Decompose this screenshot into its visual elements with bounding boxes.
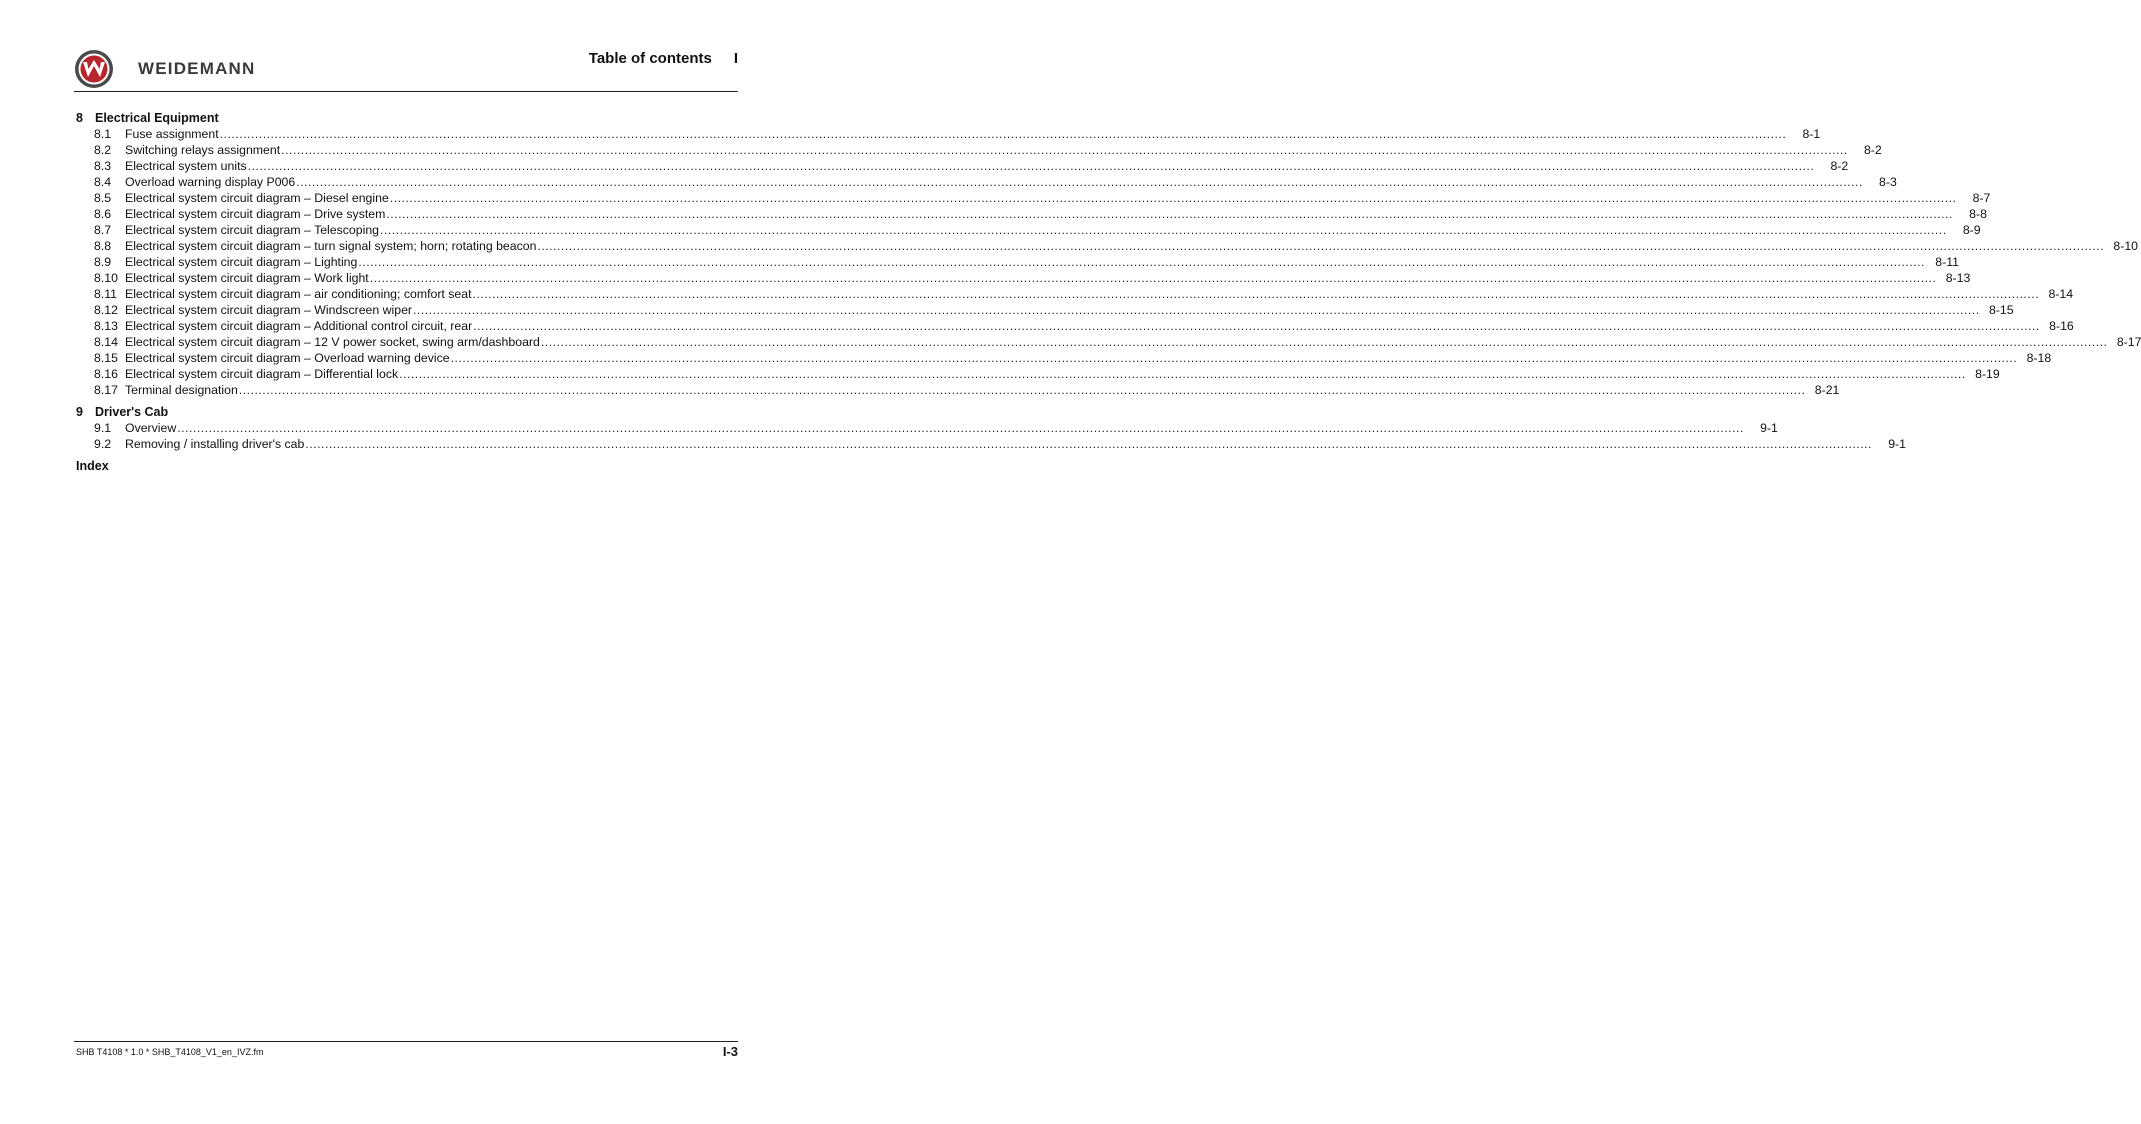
- dot-leader: ................................................................................................................................................................................................................................................................................................................................................................................................................: [247, 159, 1815, 173]
- toc-entry[interactable]: [76, 190, 1991, 206]
- footer-page-number: I-3: [722, 1044, 738, 1059]
- toc-entry[interactable]: [76, 126, 1821, 142]
- toc-entry[interactable]: [76, 142, 1882, 158]
- toc-entry-page: 8-21: [1814, 383, 1840, 397]
- toc-entry-page: 8-19: [1975, 367, 2000, 381]
- toc-entry[interactable]: [76, 350, 2052, 366]
- toc-entry-number: 8.11: [94, 287, 118, 301]
- footer-document-reference: SHB T4108 * 1.0 * SHB_T4108_V1_en_IVZ.fm: [76, 1047, 264, 1057]
- toc-entry[interactable]: [76, 286, 2074, 302]
- dot-leader: ................................................................................................................................................................................................................................................................................................................................................................................................................: [305, 437, 1872, 451]
- toc-entry-page: 8-2: [1830, 159, 1849, 173]
- toc-entry-number: 8.5: [94, 191, 112, 205]
- toc-entry[interactable]: [76, 334, 2141, 350]
- dot-leader: ................................................................................................................................................................................................................................................................................................................................................................................................................: [472, 287, 2040, 301]
- dot-leader: ................................................................................................................................................................................................................................................................................................................................................................................................................: [296, 175, 1863, 189]
- toc-entry-page: 8-17: [2116, 335, 2141, 349]
- chapter-title: Electrical Equipment: [95, 111, 219, 125]
- brand-name: WEIDEMANN: [138, 59, 256, 78]
- toc-entry-number: 8.3: [94, 159, 112, 173]
- toc-entry[interactable]: [76, 270, 1971, 286]
- toc-entry-title: Electrical system circuit diagram – Telescoping: [125, 223, 380, 237]
- toc-entry-title: Electrical system circuit diagram – Work light: [125, 271, 369, 285]
- toc-entry-title: Electrical system circuit diagram – Additional control circuit, rear: [125, 319, 473, 333]
- toc-entry[interactable]: [76, 302, 2014, 318]
- toc-entry-number: 8.12: [94, 303, 118, 317]
- toc-entry[interactable]: [76, 254, 1959, 270]
- toc-entry[interactable]: [76, 222, 1981, 238]
- dot-leader: ................................................................................................................................................................................................................................................................................................................................................................................................................: [537, 239, 2105, 253]
- toc-entry-title: Electrical system circuit diagram – Overload warning device: [125, 351, 450, 365]
- toc-entry-number: 9.2: [94, 437, 112, 451]
- toc-entry-number: 8.9: [94, 255, 112, 269]
- toc-entry-page: 8-3: [1879, 175, 1897, 189]
- index-heading[interactable]: Index: [76, 459, 109, 473]
- toc-entry-number: 8.8: [94, 239, 112, 253]
- toc-entry[interactable]: [76, 238, 2139, 254]
- dot-leader: ................................................................................................................................................................................................................................................................................................................................................................................................................: [281, 143, 1848, 157]
- toc-entry[interactable]: [76, 420, 1778, 436]
- dot-leader: ................................................................................................................................................................................................................................................................................................................................................................................................................: [389, 191, 1957, 205]
- toc-entry[interactable]: [76, 318, 2074, 334]
- toc-entry-title: Electrical system circuit diagram – 12 V power socket, swing arm/dashboard: [125, 335, 540, 349]
- toc-entry-number: 8.10: [94, 271, 118, 285]
- toc-entry-title: Fuse assignment: [125, 127, 219, 141]
- dot-leader: ................................................................................................................................................................................................................................................................................................................................................................................................................: [450, 351, 2018, 365]
- toc-entry-title: Electrical system circuit diagram – Windscreen wiper: [125, 303, 413, 317]
- toc-entry-title: Electrical system circuit diagram – Diesel engine: [125, 191, 389, 205]
- dot-leader: ................................................................................................................................................................................................................................................................................................................................................................................................................: [369, 271, 1937, 285]
- brand-logo: [74, 49, 256, 89]
- toc-entry[interactable]: [76, 158, 1849, 174]
- chapter-heading[interactable]: [76, 404, 738, 420]
- toc-entry-page: 8-13: [1945, 271, 1971, 285]
- toc-entry-page: 8-1: [1802, 127, 1821, 141]
- toc-entry-page: 8-2: [1863, 143, 1882, 157]
- dot-leader: ................................................................................................................................................................................................................................................................................................................................................................................................................: [413, 303, 1980, 317]
- header-divider: [74, 91, 738, 92]
- page-title: Table of contents: [588, 50, 712, 67]
- toc-entry-page: 8-10: [2113, 239, 2139, 253]
- chapter-title: Driver's Cab: [95, 405, 169, 419]
- toc-entry-number: 8.7: [94, 223, 112, 237]
- toc-entry-page: 8-11: [1935, 255, 1959, 269]
- dot-leader: ................................................................................................................................................................................................................................................................................................................................................................................................................: [399, 367, 1966, 381]
- toc-entry-page: 8-15: [1988, 303, 2014, 317]
- toc-entry-number: 8.15: [94, 351, 118, 365]
- toc-entry-page: 8-16: [2049, 319, 2074, 333]
- toc-entry-number: 8.1: [94, 127, 112, 141]
- toc-entry[interactable]: [76, 366, 2000, 382]
- toc-entry-number: 8.17: [94, 383, 118, 397]
- toc-entry-number: 8.6: [94, 207, 112, 221]
- toc-entry-title: Overview: [125, 421, 177, 435]
- toc-entry-page: 9-1: [1888, 437, 1906, 451]
- footer-divider: [74, 1041, 738, 1042]
- chapter-number: 8: [76, 111, 83, 125]
- toc-entry-title: Electrical system units: [125, 159, 247, 173]
- toc-entry-number: 8.14: [94, 335, 118, 349]
- toc-entry-number: 9.1: [94, 421, 112, 435]
- table-of-contents: [76, 110, 2141, 474]
- weidemann-logo-icon: [74, 49, 114, 89]
- dot-leader: ................................................................................................................................................................................................................................................................................................................................................................................................................: [177, 421, 1744, 435]
- dot-leader: ................................................................................................................................................................................................................................................................................................................................................................................................................: [358, 255, 1925, 269]
- toc-entry-title: Terminal designation: [125, 383, 238, 397]
- toc-entry-title: Electrical system circuit diagram – air conditioning; comfort seat: [125, 287, 472, 301]
- toc-entry-page: 8-8: [1969, 207, 1987, 221]
- toc-entry-page: 9-1: [1760, 421, 1778, 435]
- toc-entry-title: Electrical system circuit diagram – turn signal system; horn; rotating beacon: [125, 239, 537, 253]
- dot-leader: ................................................................................................................................................................................................................................................................................................................................................................................................................: [540, 335, 2108, 349]
- dot-leader: ................................................................................................................................................................................................................................................................................................................................................................................................................: [380, 223, 1947, 237]
- toc-entry-title: Electrical system circuit diagram – Drive system: [125, 207, 386, 221]
- dot-leader: ................................................................................................................................................................................................................................................................................................................................................................................................................: [386, 207, 1953, 221]
- toc-entry-title: Overload warning display P006: [125, 175, 296, 189]
- toc-entry[interactable]: [76, 206, 1987, 222]
- toc-entry[interactable]: [76, 174, 1897, 190]
- toc-entry[interactable]: [76, 436, 1906, 452]
- toc-entry-title: Electrical system circuit diagram – Lighting: [125, 255, 358, 269]
- dot-leader: ................................................................................................................................................................................................................................................................................................................................................................................................................: [473, 319, 2040, 333]
- toc-entry-title: Switching relays assignment: [125, 143, 281, 157]
- toc-entry[interactable]: [76, 382, 1840, 398]
- dot-leader: ................................................................................................................................................................................................................................................................................................................................................................................................................: [219, 127, 1787, 141]
- toc-entry-page: 8-18: [2026, 351, 2052, 365]
- toc-entry-page: 8-14: [2048, 287, 2074, 301]
- toc-entry-title: Electrical system circuit diagram – Differential lock: [125, 367, 399, 381]
- page-header: [589, 50, 738, 67]
- section-label: I: [733, 50, 738, 67]
- toc-entry-page: 8-9: [1962, 223, 1981, 237]
- toc-entry-number: 8.16: [94, 367, 118, 381]
- dot-leader: ................................................................................................................................................................................................................................................................................................................................................................................................................: [238, 383, 1806, 397]
- toc-entry-page: 8-7: [1972, 191, 1991, 205]
- toc-entry-number: 8.2: [94, 143, 112, 157]
- chapter-heading[interactable]: [76, 110, 738, 126]
- toc-entry-number: 8.4: [94, 175, 112, 189]
- chapter-number: 9: [76, 405, 83, 419]
- toc-entry-title: Removing / installing driver's cab: [125, 437, 305, 451]
- toc-entry-number: 8.13: [94, 319, 118, 333]
